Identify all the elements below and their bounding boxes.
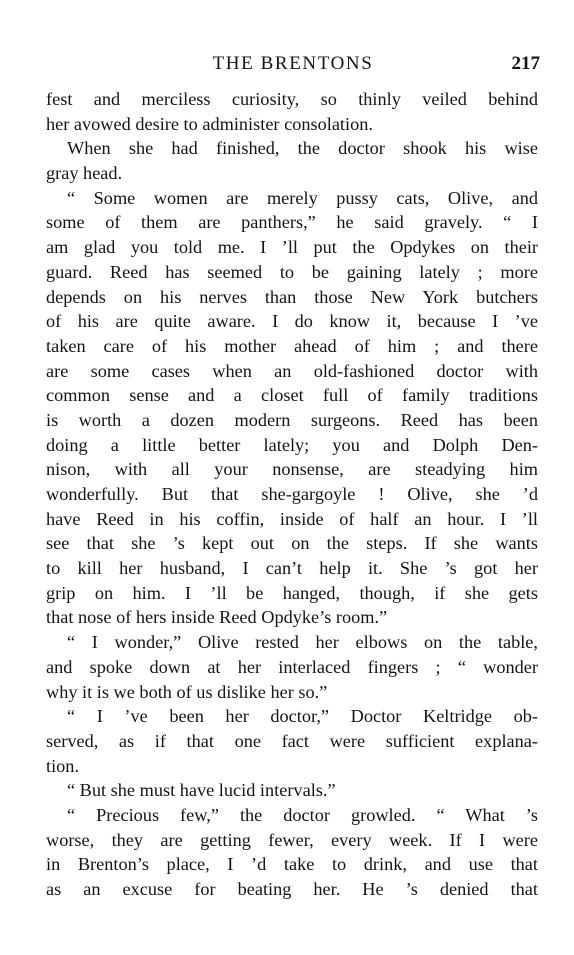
text-line: guard. Reed has seemed to be gaining lately ; more xyxy=(46,261,538,282)
text-line: and spoke down at her interlaced fingers ; “ wonder xyxy=(46,656,538,677)
text-line: wonderfully. But that she-gargoyle ! Olive, she ’d xyxy=(46,484,538,504)
text-line: “ I wonder,” Olive rested her elbows on the table, xyxy=(67,632,538,653)
text-line: “ I ’ve been her doctor,” Doctor Keltridge ob- xyxy=(67,706,538,727)
text-line: common sense and a closet full of family traditions xyxy=(46,385,538,406)
text-line: nison, with all your nonsense, are steadying him xyxy=(46,459,538,480)
text-line: in Brenton’s place, I ’d take to drink, and use that xyxy=(46,854,538,875)
running-head xyxy=(46,50,540,78)
text-line: doing a little better lately; you and Dolph Den- xyxy=(46,434,538,455)
text-line: are some cases when an old-fashioned doctor with xyxy=(46,360,538,381)
text-line: gray head. xyxy=(46,163,123,184)
text-line: “ Precious few,” the doctor growled. “ What ’s xyxy=(67,804,538,825)
body-text xyxy=(46,87,538,902)
text-line: that nose of hers inside Reed Opdyke’s room.” xyxy=(46,607,388,628)
text-line: When she had finished, the doctor shook his wise xyxy=(67,138,538,159)
text-line: worse, they are getting fewer, every week. If I were xyxy=(46,829,538,850)
text-line: served, as if that one fact were sufficient explana- xyxy=(46,730,538,751)
page-number: 217 xyxy=(511,53,540,74)
text-line: why it is we both of us dislike her so.” xyxy=(46,681,328,702)
text-line: have Reed in his coffin, inside of half an hour. I ’ll xyxy=(46,508,538,529)
text-line: fest and merciless curiosity, so thinly veiled behind xyxy=(46,89,538,109)
running-title: THE BRENTONS xyxy=(212,53,374,74)
text-line: depends on his nerves than those New York butchers xyxy=(46,286,538,307)
text-line: see that she ’s kept out on the steps. If she wants xyxy=(46,533,538,554)
text-line: am glad you told me. I ’ll put the Opdykes on their xyxy=(46,237,538,258)
text-line: to kill her husband, I can’t help it. She ’s got her xyxy=(46,558,538,579)
text-line: is worth a dozen modern surgeons. Reed has been xyxy=(46,409,538,430)
text-line: some of them are panthers,” he said gravely. “ I xyxy=(46,212,538,233)
text-line: of his are quite aware. I do know it, because I ’ve xyxy=(46,311,538,332)
text-line: tion. xyxy=(46,755,80,776)
text-line: her avowed desire to administer consolation. xyxy=(46,113,373,134)
text-line: grip on him. I ’ll be hanged, though, if she gets xyxy=(46,582,538,603)
text-line: “ But she must have lucid intervals.” xyxy=(67,780,336,801)
text-line: as an excuse for beating her. He ’s denied that xyxy=(46,879,538,899)
text-line: taken care of his mother ahead of him ; and there xyxy=(46,335,538,356)
text-line: “ Some women are merely pussy cats, Olive, and xyxy=(67,187,538,208)
